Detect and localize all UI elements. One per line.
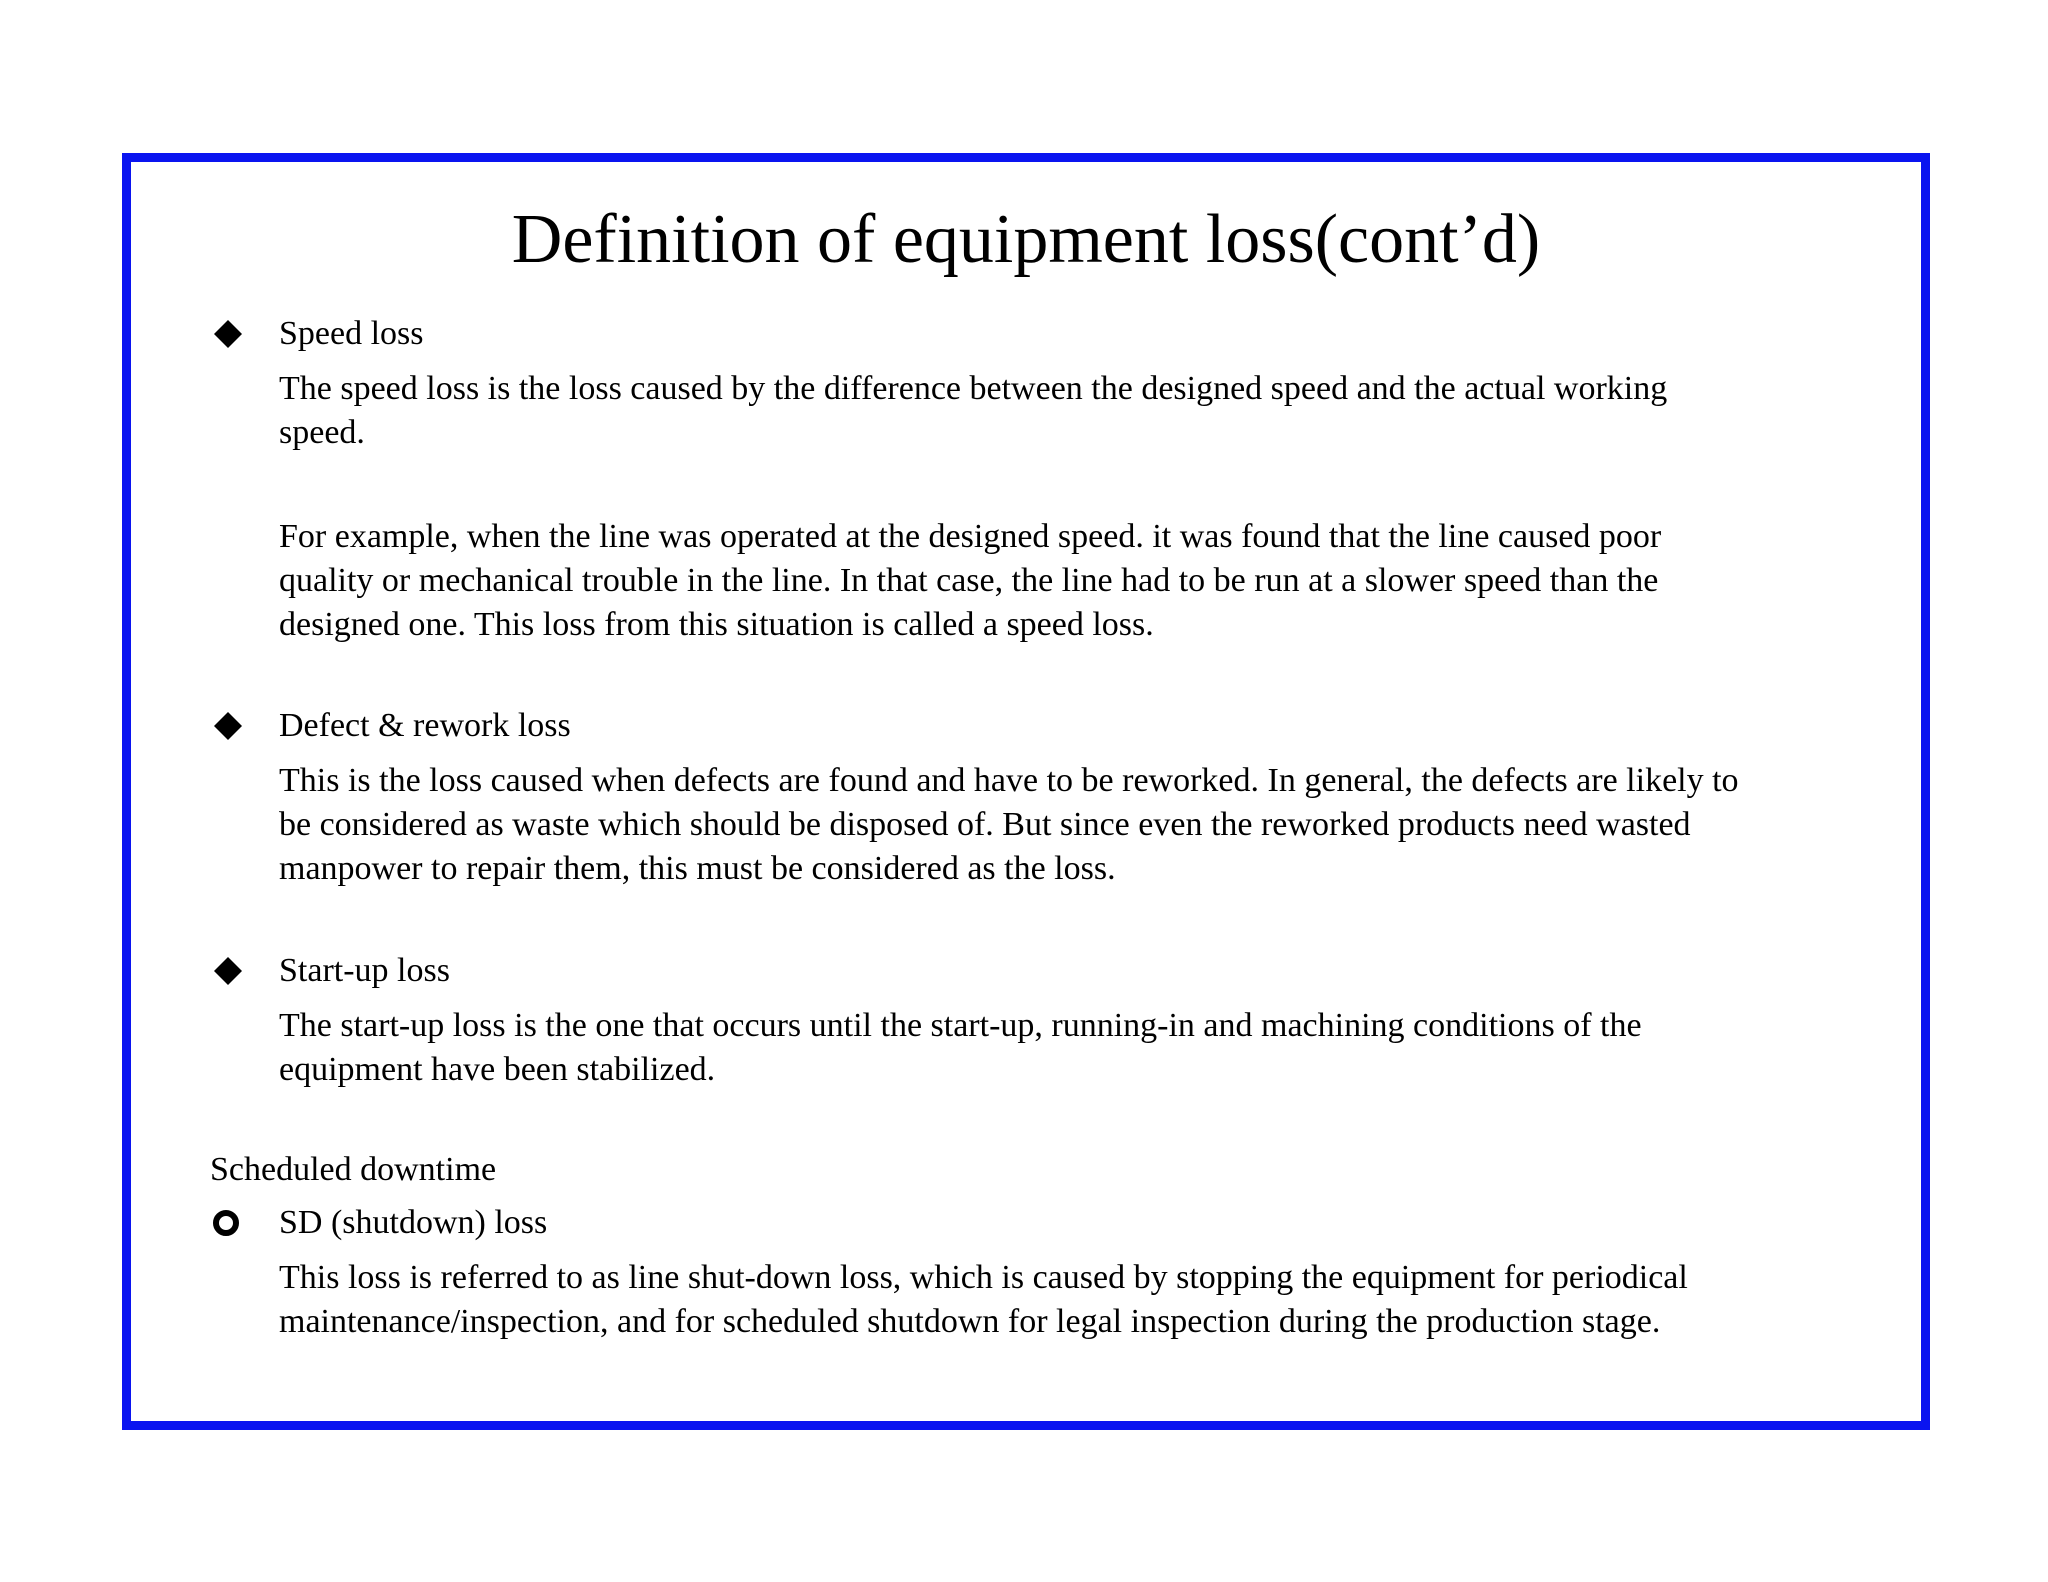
text-line: equipment have been stabilized. [279, 1051, 716, 1088]
paragraph [279, 1004, 1930, 1092]
text-line: maintenance/inspection, and for scheduled shutdown for legal inspection during the production stage. [279, 1303, 1661, 1340]
bullet-row [210, 314, 1930, 354]
scheduled-downtime-heading: Scheduled downtime [210, 1151, 497, 1188]
bullet-row [210, 1203, 1930, 1243]
section-heading: Speed loss [279, 315, 424, 352]
diamond-bullet-icon [210, 708, 246, 744]
text-line: The speed loss is the loss caused by the difference between the designed speed and the actual working [279, 370, 1668, 407]
text-line: designed one. This loss from this situation is called a speed loss. [279, 606, 1154, 643]
paragraph [279, 515, 1930, 647]
text-line: For example, when the line was operated at the designed speed. it was found that the line caused poor [279, 518, 1662, 555]
text-line: quality or mechanical trouble in the line. In that case, the line had to be run at a slower speed than the [279, 562, 1659, 599]
text-line: This loss is referred to as line shut-down loss, which is caused by stopping the equipment for periodical [279, 1259, 1688, 1296]
section-defect-rework-loss [210, 706, 1930, 891]
section-speed-loss [210, 314, 1930, 647]
section-sd-loss [210, 1203, 1930, 1344]
section-heading: Defect & rework loss [279, 707, 571, 744]
section-heading: Start-up loss [279, 952, 450, 989]
text-line: be considered as waste which should be disposed of. But since even the reworked products need wasted [279, 806, 1691, 843]
section-heading: SD (shutdown) loss [279, 1204, 548, 1241]
text-line: This is the loss caused when defects are found and have to be reworked. In general, the defects are likely to [279, 762, 1739, 799]
text-line: manpower to repair them, this must be considered as the loss. [279, 850, 1116, 887]
bullet-row [210, 706, 1930, 746]
paragraph [279, 1256, 1930, 1344]
section-startup-loss [210, 951, 1930, 1092]
diamond-bullet-icon [210, 953, 246, 989]
bullet-row [210, 951, 1930, 991]
paragraph [279, 367, 1930, 455]
page-title: Definition of equipment loss(cont’d) [511, 201, 1541, 278]
text-line: The start-up loss is the one that occurs until the start-up, running-in and machining conditions of the [279, 1007, 1642, 1044]
ring-bullet-icon [210, 1205, 246, 1241]
diamond-bullet-icon [210, 316, 246, 352]
paragraph [279, 759, 1930, 891]
text-line: speed. [279, 414, 365, 451]
slide-frame [122, 153, 1930, 1430]
